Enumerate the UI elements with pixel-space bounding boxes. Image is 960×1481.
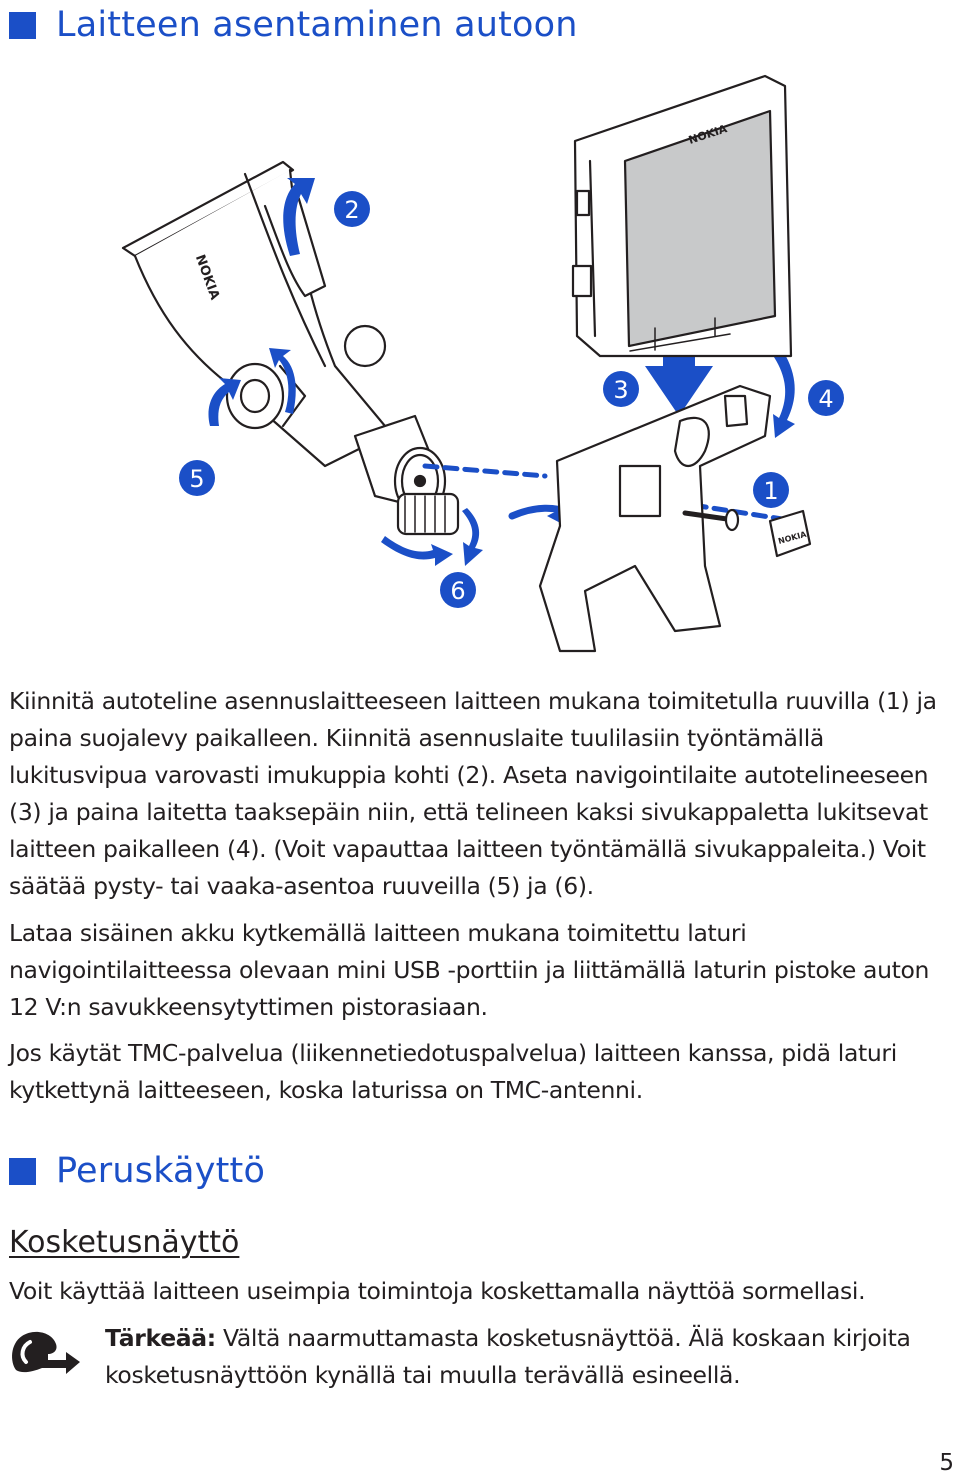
important-note-icon [8,1328,82,1380]
touchscreen-paragraph: Voit käyttää laitteen useimpia toimintoja koskettamalla näyttöä sormellasi. [9,1277,866,1305]
heading-text: Laitteen asentaminen autoon [56,5,578,45]
note-label: Tärkeää: [105,1324,216,1352]
cover-brand-text: NOKIA [777,529,808,546]
note-body: Vältä naarmuttamasta kosketusnäyttöä. Älä koskaan kirjoita kosketusnäyttöön kynällä tai muulla terävällä esineellä. [105,1324,911,1389]
charging-paragraph: Lataa sisäinen akku kytkemällä laitteen mukana toimitettu laturi navigointilaitteessa olevaan mini USB -porttiin ja liittämällä laturin pistoke auton 12 V:n savukkeensytyttimen pistorasiaan. [9,919,930,1021]
installation-illustration [115,66,875,671]
section-heading-basic-use [9,1150,265,1192]
callout-2: 2 [344,196,360,224]
callout-6: 6 [450,577,466,605]
navigation-device-drawing [573,76,791,356]
device-brand-text: NOKIA [686,122,729,147]
callout-5: 5 [189,465,205,493]
section-heading-installation [9,4,578,46]
important-note [105,1320,945,1394]
callout-3: 3 [613,376,629,404]
heading-square-icon [9,1158,36,1185]
subheading-touchscreen: Kosketusnäyttö [9,1225,240,1260]
installation-paragraph: Kiinnitä autoteline asennuslaitteeseen laitteen mukana toimitetulla ruuvilla (1) ja paina suojalevy paikalleen. Kiinnitä asennuslaite tuulilasiin työntämällä lukitusvipua varovasti imukuppia kohti (2). Aseta navigointilaite autotelineeseen (3) ja paina laitetta taaksepäin niin, että telineen kaksi sivukappaletta lukitsevat laitteen paikalleen (4). (Voit vapauttaa laitteen työntämällä sivukappaleita.) Voit säätää pysty- tai vaaka-asentoa ruuveilla (5) ja (6). [9,687,937,900]
mount-brand-text: NOKIA [191,252,223,302]
heading-square-icon [9,12,36,39]
page-number: 5 [939,1450,954,1476]
callout-1: 1 [763,477,779,505]
tmc-paragraph: Jos käytät TMC-palvelua (liikennetiedotuspalvelua) laitteen kanssa, pidä laturi kytkettynä laitteeseen, koska laturissa on TMC-antenni. [9,1039,897,1104]
heading-text: Peruskäyttö [56,1151,266,1191]
callout-4: 4 [818,385,834,413]
